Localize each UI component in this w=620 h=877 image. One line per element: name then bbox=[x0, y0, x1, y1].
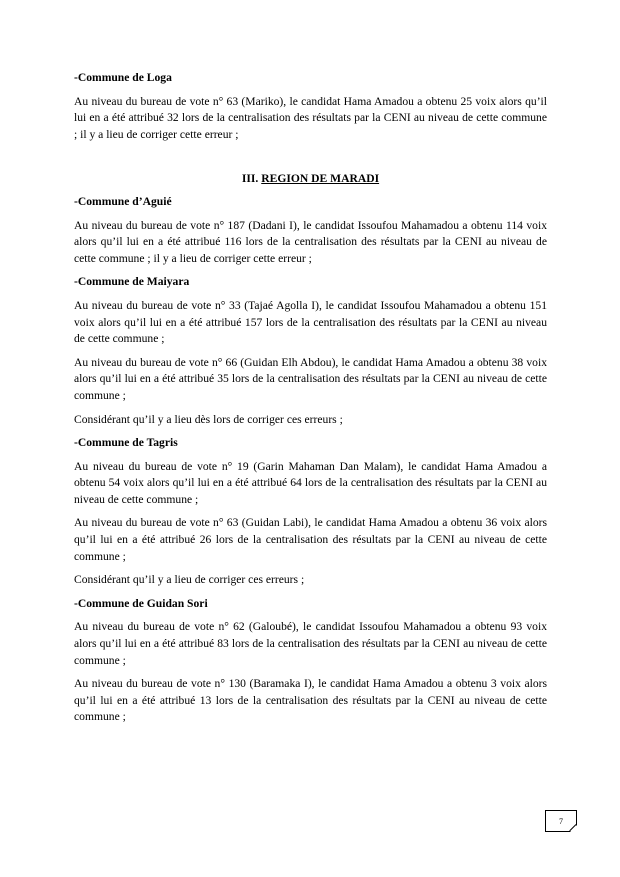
region-heading bbox=[74, 171, 547, 188]
paragraph-maiyara-2: Au niveau du bureau de vote n° 66 (Guidan Elh Abdou), le candidat Hama Amadou a obtenu 38 voix alors qu’il lui en a été attribué 35 lors de la centralisation des résultats par la CENI au niveau de cette commune ; bbox=[74, 355, 547, 402]
paragraph-maiyara-3: Considérant qu’il y a lieu dès lors de corriger ces erreurs ; bbox=[74, 412, 343, 426]
page-number-box bbox=[545, 810, 577, 832]
region-number: III. bbox=[241, 172, 259, 186]
paragraph-guidan-sori-1: Au niveau du bureau de vote n° 62 (Galoubé), le candidat Issoufou Mahamadou a obtenu 93 voix alors qu’il lui en a été attribué 83 lors de la centralisation des résultats par la CENI au niveau de cette commune ; bbox=[74, 620, 547, 667]
paragraph-maiyara-1: Au niveau du bureau de vote n° 33 (Tajaé Agolla I), le candidat Issoufou Mahamadou a obtenu 151 voix alors qu’il lui en a été attribué 157 lors de la centralisation des résultats par la CENI au niveau de cette commune ; bbox=[74, 298, 547, 346]
heading-aguie-text: Commune d’Aguié bbox=[77, 194, 172, 208]
heading-commune-aguie bbox=[74, 194, 547, 211]
paragraph-tagris-2: Au niveau du bureau de vote n° 63 (Guidan Labi), le candidat Hama Amadou a obtenu 36 voix alors qu’il lui en a été attribué 26 lors de la centralisation des résultats par la CENI au niveau de cette commune ; bbox=[74, 516, 547, 563]
heading-commune-tagris: -Commune de Tagris bbox=[74, 436, 178, 450]
heading-commune-guidan-sori: -Commune de Guidan Sori bbox=[74, 596, 208, 610]
paragraph-guidan-sori-2: Au niveau du bureau de vote n° 130 (Baramaka I), le candidat Hama Amadou a obtenu 3 voix alors qu’il lui en a été attribué 13 lors de la centralisation des résultats par la CENI au niveau de cette commune ; bbox=[74, 677, 547, 724]
region-name: REGION DE MARADI bbox=[261, 172, 380, 186]
paragraph-tagris-3: Considérant qu’il y a lieu de corriger ces erreurs ; bbox=[74, 573, 305, 587]
paragraph-loga-1: Au niveau du bureau de vote n° 63 (Mariko), le candidat Hama Amadou a obtenu 25 voix alors qu’il lui en a été attribué 32 lors de la centralisation des résultats par la CENI au niveau de cette commune ; il y a lieu de corriger cette erreur ; bbox=[74, 94, 547, 141]
paragraph-tagris-1: Au niveau du bureau de vote n° 19 (Garin Mahaman Dan Malam), le candidat Hama Amadou a obtenu 54 voix alors qu’il lui en a été attribué 64 lors de la centralisation des résultats par la CENI au niveau de cette commune ; bbox=[74, 459, 547, 506]
paragraph-aguie-1: Au niveau du bureau de vote n° 187 (Dadani I), le candidat Issoufou Mahamadou a obtenu 114 voix alors qu’il lui en a été attribué 116 lors de la centralisation des résultats par la CENI au niveau de cette commune ; il y a lieu de corriger cette erreur ; bbox=[74, 218, 547, 265]
heading-dash: - bbox=[74, 194, 78, 208]
heading-commune-maiyara: -Commune de Maiyara bbox=[74, 275, 190, 289]
document-page bbox=[74, 70, 547, 733]
page-number: 7 bbox=[559, 817, 563, 826]
heading-commune-loga: -Commune de Loga bbox=[74, 71, 172, 84]
